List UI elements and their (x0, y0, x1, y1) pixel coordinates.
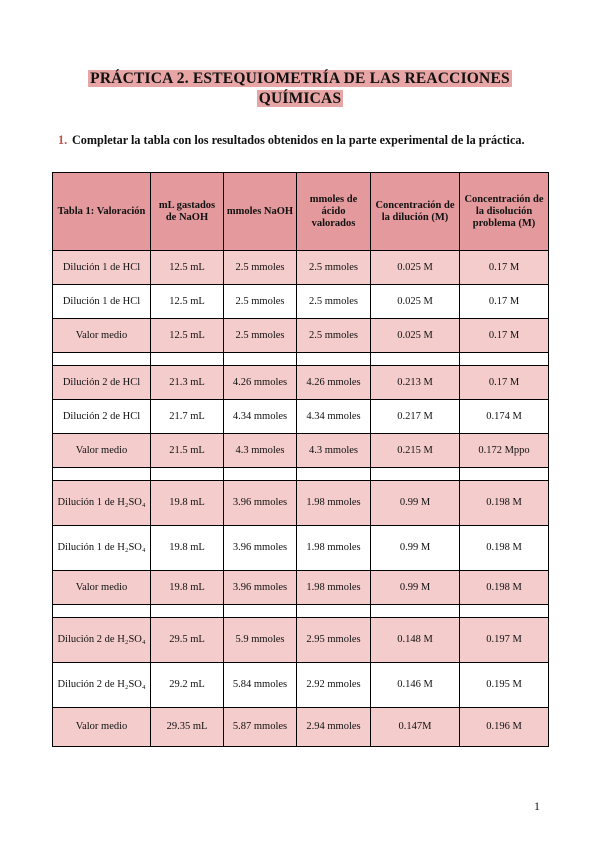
table-cell: 29.35 mL (151, 708, 224, 747)
table-row (53, 319, 549, 353)
table-cell: 0.198 M (460, 481, 549, 526)
table-cell: Valor medio (53, 434, 151, 468)
table-cell: 1.98 mmoles (297, 571, 371, 605)
table-cell: 2.92 mmoles (297, 663, 371, 708)
table-cell: Dilución 2 de HCl (53, 400, 151, 434)
table-cell: 2.95 mmoles (297, 618, 371, 663)
table-cell: 5.84 mmoles (224, 663, 297, 708)
table-row (53, 251, 549, 285)
table-cell: 21.3 mL (151, 366, 224, 400)
header-cell: Tabla 1: Valoración (53, 173, 151, 251)
table-cell: 19.8 mL (151, 481, 224, 526)
question-1 (58, 133, 546, 148)
table-cell: 0.99 M (371, 526, 460, 571)
header-cell: mL gastados de NaOH (151, 173, 224, 251)
table-cell: 0.217 M (371, 400, 460, 434)
table-cell: 0.147M (371, 708, 460, 747)
table-cell: 3.96 mmoles (224, 526, 297, 571)
table-cell: 21.5 mL (151, 434, 224, 468)
page-title: PRÁCTICA 2. ESTEQUIOMETRÍA DE LAS REACCIONES QUÍMICAS (90, 70, 510, 107)
table-cell: 4.3 mmoles (297, 434, 371, 468)
table-row (53, 708, 549, 747)
table-cell: 12.5 mL (151, 251, 224, 285)
titration-table (52, 172, 549, 747)
table-row (53, 481, 549, 526)
table-cell: 21.7 mL (151, 400, 224, 434)
table-row (53, 285, 549, 319)
spacer-row (53, 468, 549, 481)
table-cell: 4.34 mmoles (297, 400, 371, 434)
table-cell: 0.025 M (371, 251, 460, 285)
table-row (53, 571, 549, 605)
table-row (53, 618, 549, 663)
table-cell: 29.2 mL (151, 663, 224, 708)
table-cell: 29.5 mL (151, 618, 224, 663)
table-cell: 4.34 mmoles (224, 400, 297, 434)
table-cell: 2.5 mmoles (297, 251, 371, 285)
table-cell: 0.172 Mppo (460, 434, 549, 468)
table-header-row (53, 173, 549, 251)
table-cell: 0.17 M (460, 251, 549, 285)
table-cell: 0.174 M (460, 400, 549, 434)
table-cell: Valor medio (53, 708, 151, 747)
page-number: 1 (534, 799, 540, 813)
question-number: 1. (58, 133, 68, 147)
table-cell: Valor medio (53, 571, 151, 605)
table-cell: 19.8 mL (151, 526, 224, 571)
table-cell: Dilución 1 de H₂SO₄ (53, 526, 151, 571)
table-cell: 19.8 mL (151, 571, 224, 605)
table-cell: Dilución 1 de H₂SO₄ (53, 481, 151, 526)
table-cell: Dilución 1 de HCl (53, 251, 151, 285)
table-row (53, 434, 549, 468)
table-cell: 0.025 M (371, 285, 460, 319)
spacer-row (53, 605, 549, 618)
table-cell: 0.198 M (460, 571, 549, 605)
table-cell: 0.213 M (371, 366, 460, 400)
table-cell: 1.98 mmoles (297, 481, 371, 526)
table-cell: 0.196 M (460, 708, 549, 747)
table-cell: 2.94 mmoles (297, 708, 371, 747)
table-cell: 2.5 mmoles (224, 251, 297, 285)
table-cell: Dilución 2 de H₂SO₄ (53, 663, 151, 708)
table-cell: 4.26 mmoles (297, 366, 371, 400)
table-cell: 0.198 M (460, 526, 549, 571)
question-text: Completar la tabla con los resultados obtenidos en la parte experimental de la práctica. (72, 133, 525, 147)
table-row (53, 400, 549, 434)
table-cell: 5.9 mmoles (224, 618, 297, 663)
table-cell: 0.17 M (460, 285, 549, 319)
table-cell: 0.99 M (371, 481, 460, 526)
table-cell: 2.5 mmoles (224, 319, 297, 353)
table-cell: 2.5 mmoles (297, 319, 371, 353)
table-cell: 12.5 mL (151, 319, 224, 353)
table-cell: Dilución 2 de HCl (53, 366, 151, 400)
header-cell: mmoles de ácido valorados (297, 173, 371, 251)
spacer-row (53, 353, 549, 366)
table-cell: 4.3 mmoles (224, 434, 297, 468)
table-cell: 4.26 mmoles (224, 366, 297, 400)
table-cell: 12.5 mL (151, 285, 224, 319)
table-cell: 0.197 M (460, 618, 549, 663)
table-row (53, 663, 549, 708)
table-cell: 0.17 M (460, 319, 549, 353)
table-cell: 3.96 mmoles (224, 571, 297, 605)
table-cell: 0.146 M (371, 663, 460, 708)
table-cell: 2.5 mmoles (224, 285, 297, 319)
table-cell: 2.5 mmoles (297, 285, 371, 319)
table-row (53, 366, 549, 400)
header-cell: Concentración de la dilución (M) (371, 173, 460, 251)
table-cell: 0.148 M (371, 618, 460, 663)
table-cell: 0.17 M (460, 366, 549, 400)
table-cell: Dilución 2 de H₂SO₄ (53, 618, 151, 663)
table-cell: 1.98 mmoles (297, 526, 371, 571)
page-title-container (52, 69, 548, 109)
header-cell: mmoles NaOH (224, 173, 297, 251)
header-cell: Concentración de la disolución problema (M) (460, 173, 549, 251)
table-row (53, 526, 549, 571)
table-cell: 5.87 mmoles (224, 708, 297, 747)
table-cell: 0.025 M (371, 319, 460, 353)
table-cell: 3.96 mmoles (224, 481, 297, 526)
table-cell: 0.215 M (371, 434, 460, 468)
table-cell: 0.195 M (460, 663, 549, 708)
table-cell: 0.99 M (371, 571, 460, 605)
table-cell: Valor medio (53, 319, 151, 353)
table-cell: Dilución 1 de HCl (53, 285, 151, 319)
